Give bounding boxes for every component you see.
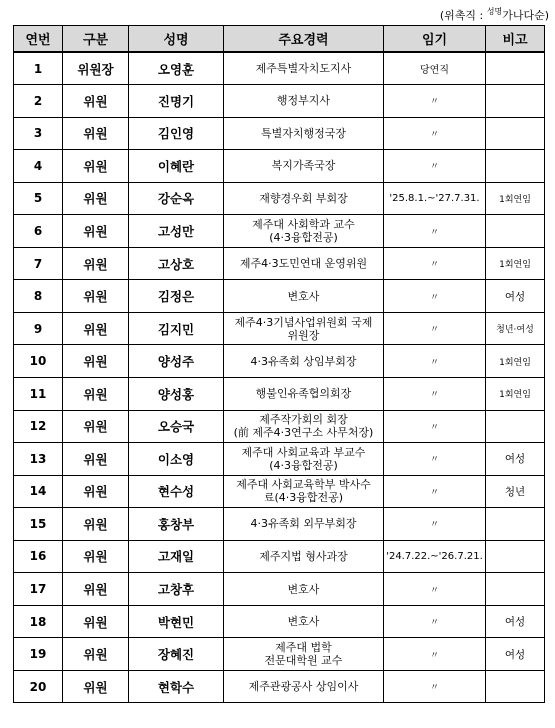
row-career: 재향경우회 부회장: [224, 182, 384, 215]
row-category: 위원: [63, 475, 129, 508]
row-career: 제주특별자치도지사: [224, 52, 384, 85]
row-number: 2: [14, 85, 63, 118]
table-body: [14, 52, 545, 703]
row-note: [486, 150, 545, 183]
sort-order-note: [440, 6, 549, 23]
row-category: 위원: [63, 117, 129, 150]
row-name: 진명기: [129, 85, 224, 118]
row-number: 11: [14, 377, 63, 410]
row-career: 4·3유족회 상임부회장: [224, 345, 384, 378]
committee-roster-table: [13, 25, 545, 703]
row-name: 김인영: [129, 117, 224, 150]
table-row: [14, 280, 545, 313]
row-category: 위원: [63, 377, 129, 410]
row-category: 위원: [63, 182, 129, 215]
row-category: 위원: [63, 85, 129, 118]
row-term: 〃: [384, 345, 486, 378]
row-term: 〃: [384, 150, 486, 183]
row-note: [486, 540, 545, 573]
row-term: 〃: [384, 475, 486, 508]
row-term: 〃: [384, 215, 486, 248]
row-note: 청년·여성: [486, 312, 545, 345]
row-number: 5: [14, 182, 63, 215]
row-name: 오승국: [129, 410, 224, 443]
row-category: 위원: [63, 345, 129, 378]
row-term: 〃: [384, 247, 486, 280]
row-number: 20: [14, 670, 63, 703]
row-number: 10: [14, 345, 63, 378]
row-note: [486, 215, 545, 248]
sort-note-sup: 성명: [486, 7, 503, 16]
row-number: 7: [14, 247, 63, 280]
row-term: 〃: [384, 443, 486, 476]
table-row: [14, 638, 545, 671]
row-term: 〃: [384, 117, 486, 150]
row-note: 1회연임: [486, 247, 545, 280]
row-number: 8: [14, 280, 63, 313]
header-note: 비고: [486, 26, 545, 53]
row-note: [486, 573, 545, 606]
row-note: 여성: [486, 638, 545, 671]
row-name: 이소영: [129, 443, 224, 476]
header-category: 구분: [63, 26, 129, 53]
row-name: 오영훈: [129, 52, 224, 85]
row-name: 양성홍: [129, 377, 224, 410]
row-name: 고상호: [129, 247, 224, 280]
table-row: [14, 52, 545, 85]
row-note: 1회연임: [486, 345, 545, 378]
table-row: [14, 670, 545, 703]
table-row: [14, 573, 545, 606]
row-career: 제주관광공사 상임이사: [224, 670, 384, 703]
row-category: 위원: [63, 540, 129, 573]
table-row: [14, 410, 545, 443]
table-row: [14, 443, 545, 476]
table-row: [14, 508, 545, 541]
row-note: 1회연임: [486, 377, 545, 410]
row-name: 고창후: [129, 573, 224, 606]
row-note: 여성: [486, 280, 545, 313]
table-row: [14, 312, 545, 345]
header-career: 주요경력: [224, 26, 384, 53]
table-header-row: [14, 26, 545, 53]
table-row: [14, 247, 545, 280]
row-term: '25.8.1.~'27.7.31.: [384, 182, 486, 215]
row-category: 위원: [63, 638, 129, 671]
row-career: 복지가족국장: [224, 150, 384, 183]
row-career: 제주4·3기념사업위원회 국제 위원장: [224, 312, 384, 345]
row-number: 9: [14, 312, 63, 345]
row-career: 변호사: [224, 605, 384, 638]
row-note: 1회연임: [486, 182, 545, 215]
row-name: 현수성: [129, 475, 224, 508]
row-name: 김정은: [129, 280, 224, 313]
row-term: 〃: [384, 670, 486, 703]
header-no: 연번: [14, 26, 63, 53]
row-category: 위원: [63, 150, 129, 183]
sort-note-open: (위촉직 :: [439, 9, 487, 22]
row-career: 변호사: [224, 280, 384, 313]
row-category: 위원장: [63, 52, 129, 85]
row-note: [486, 410, 545, 443]
row-term: 〃: [384, 85, 486, 118]
header-name: 성명: [129, 26, 224, 53]
row-category: 위원: [63, 280, 129, 313]
row-number: 4: [14, 150, 63, 183]
row-term: 〃: [384, 508, 486, 541]
row-term: 〃: [384, 573, 486, 606]
row-career: 제주대 법학 전문대학원 교수: [224, 638, 384, 671]
row-note: [486, 508, 545, 541]
table-row: [14, 150, 545, 183]
row-category: 위원: [63, 443, 129, 476]
row-number: 15: [14, 508, 63, 541]
row-category: 위원: [63, 312, 129, 345]
row-career: 제주지법 형사과장: [224, 540, 384, 573]
row-category: 위원: [63, 410, 129, 443]
row-category: 위원: [63, 247, 129, 280]
row-number: 17: [14, 573, 63, 606]
row-career: 제주대 사회교육과 부교수 (4·3융합전공): [224, 443, 384, 476]
row-career: 행정부지사: [224, 85, 384, 118]
row-number: 16: [14, 540, 63, 573]
row-number: 18: [14, 605, 63, 638]
row-term: '24.7.22.~'26.7.21.: [384, 540, 486, 573]
row-note: [486, 670, 545, 703]
row-number: 12: [14, 410, 63, 443]
row-category: 위원: [63, 670, 129, 703]
row-career: 제주대 사회교육학부 박사수 료(4·3융합전공): [224, 475, 384, 508]
row-note: [486, 52, 545, 85]
row-category: 위원: [63, 605, 129, 638]
row-category: 위원: [63, 508, 129, 541]
row-name: 고재일: [129, 540, 224, 573]
row-career: 특별자치행정국장: [224, 117, 384, 150]
row-name: 이혜란: [129, 150, 224, 183]
row-term: 〃: [384, 312, 486, 345]
row-career: 행불인유족협의회장: [224, 377, 384, 410]
table-row: [14, 345, 545, 378]
row-name: 장혜진: [129, 638, 224, 671]
row-number: 3: [14, 117, 63, 150]
row-note: [486, 85, 545, 118]
row-career: 제주작가회의 회장 (前 제주4·3연구소 사무처장): [224, 410, 384, 443]
row-career: 4·3유족회 외무부회장: [224, 508, 384, 541]
row-category: 위원: [63, 573, 129, 606]
row-term: 〃: [384, 605, 486, 638]
row-number: 13: [14, 443, 63, 476]
row-note: 여성: [486, 443, 545, 476]
row-term: 〃: [384, 377, 486, 410]
row-term: 〃: [384, 280, 486, 313]
table-row: [14, 605, 545, 638]
row-number: 19: [14, 638, 63, 671]
row-number: 6: [14, 215, 63, 248]
row-note: [486, 117, 545, 150]
row-career: 변호사: [224, 573, 384, 606]
row-name: 현학수: [129, 670, 224, 703]
row-term: 〃: [384, 638, 486, 671]
row-note: 여성: [486, 605, 545, 638]
row-term: 〃: [384, 410, 486, 443]
row-number: 14: [14, 475, 63, 508]
row-note: 청년: [486, 475, 545, 508]
row-category: 위원: [63, 215, 129, 248]
row-career: 제주대 사회학과 교수 (4·3융합전공): [224, 215, 384, 248]
row-term: 당연직: [384, 52, 486, 85]
row-name: 고성만: [129, 215, 224, 248]
row-name: 박현민: [129, 605, 224, 638]
row-number: 1: [14, 52, 63, 85]
row-name: 양성주: [129, 345, 224, 378]
table-row: [14, 215, 545, 248]
sort-note-order: 가나다순): [502, 9, 549, 22]
header-term: 임기: [384, 26, 486, 53]
row-name: 강순옥: [129, 182, 224, 215]
table-row: [14, 540, 545, 573]
table-row: [14, 85, 545, 118]
table-row: [14, 377, 545, 410]
row-career: 제주4·3도민연대 운영위원: [224, 247, 384, 280]
row-name: 홍창부: [129, 508, 224, 541]
table-row: [14, 475, 545, 508]
row-name: 김지민: [129, 312, 224, 345]
table-row: [14, 117, 545, 150]
table-row: [14, 182, 545, 215]
